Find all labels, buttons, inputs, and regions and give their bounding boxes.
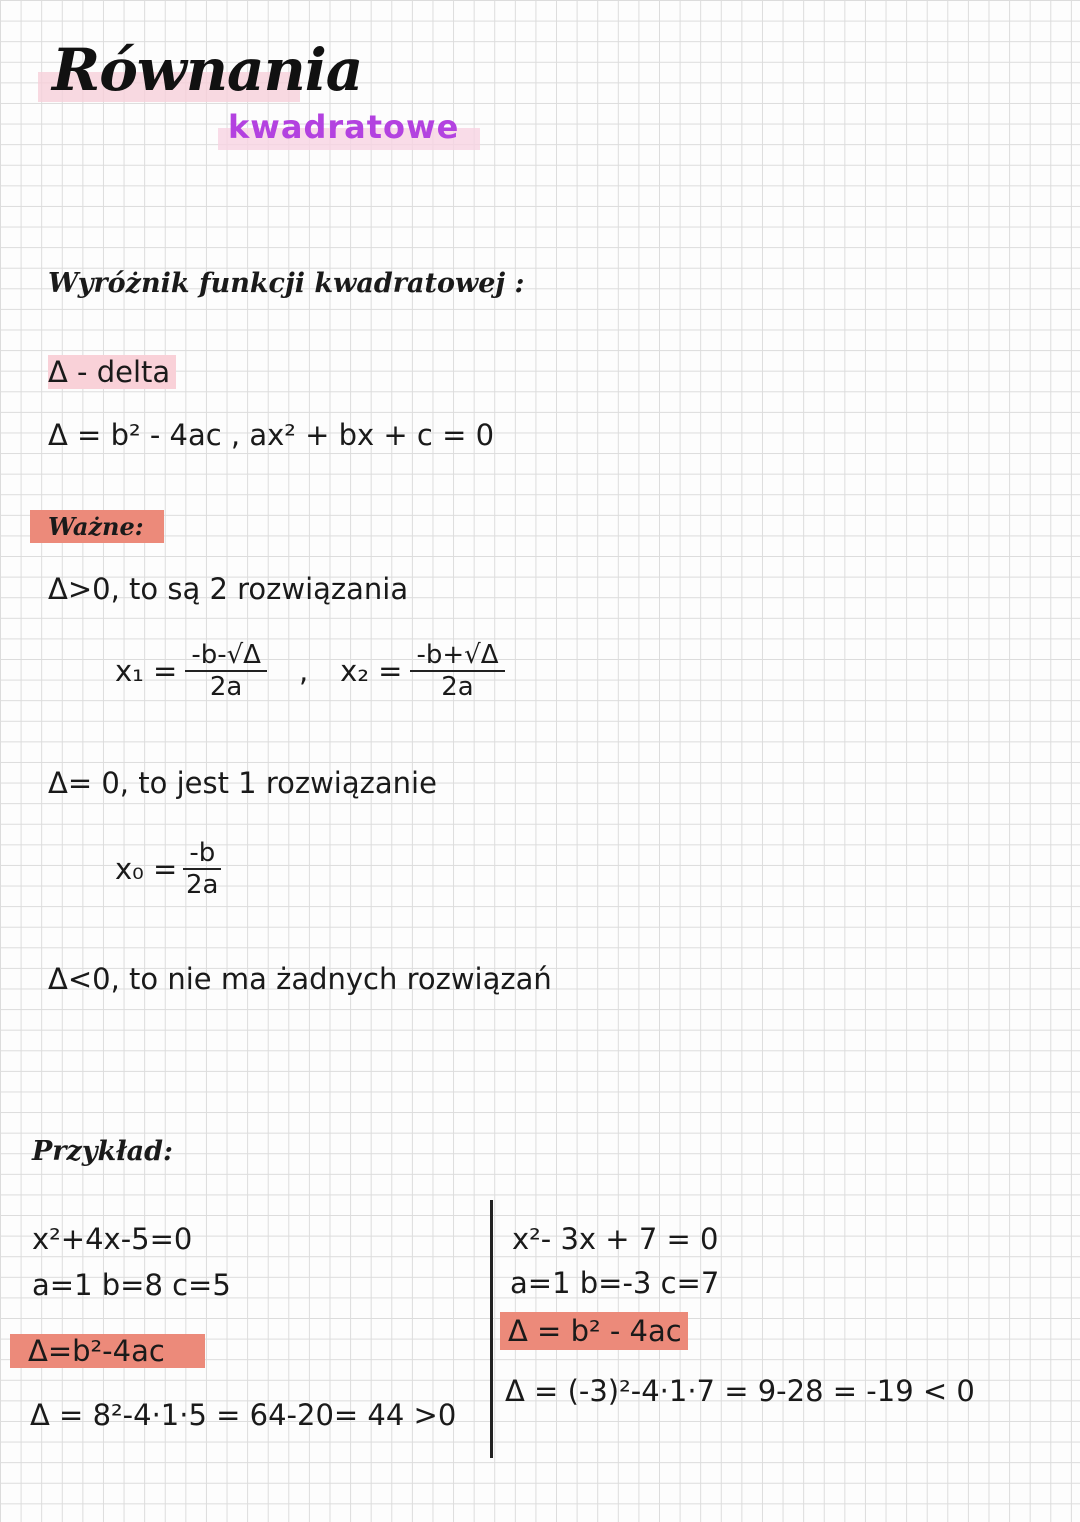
delta-formula: Δ = b² - 4ac , ax² + bx + c = 0 [48,418,495,452]
section-heading: Wyróżnik funkcji kwadratowej : [48,268,525,299]
example-heading: Przykład: [32,1136,173,1167]
column-divider [490,1200,493,1458]
case-negative: Δ<0, to nie ma żadnych rozwiązań [48,962,552,996]
page-title: Równania [52,36,363,104]
x1-numerator: -b-√Δ [185,640,267,672]
example2-equation: x²- 3x + 7 = 0 [512,1222,719,1256]
x0-label: x₀ = [115,852,178,886]
separator: , [298,654,309,688]
x1-label: x₁ = [115,654,178,688]
example2-calculation: Δ = (-3)²-4·1·7 = 9-28 = -19 < 0 [505,1374,975,1408]
x2-fraction [410,640,504,702]
x2-numerator: -b+√Δ [410,640,504,672]
x1-denominator: 2a [209,672,243,702]
page-subtitle: kwadratowe [228,108,460,146]
example1-formula: Δ=b²-4ac [10,1334,205,1368]
case-zero: Δ= 0, to jest 1 rozwiązanie [48,766,437,800]
example2-coefficients: a=1 b=-3 c=7 [510,1266,720,1300]
x0-numerator: -b [183,838,221,870]
x2-label: x₂ = [340,654,403,688]
example2-formula: Δ = b² - 4ac [500,1312,688,1350]
case-positive: Δ>0, to są 2 rozwiązania [48,572,409,606]
x0-formula [115,838,221,900]
example1-equation: x²+4x-5=0 [32,1222,193,1256]
example1-calculation: Δ = 8²-4·1·5 = 64-20= 44 >0 [30,1398,457,1432]
x1-fraction [185,640,267,702]
x2-denominator: 2a [441,672,474,702]
x1-formula [115,640,505,702]
important-label: Ważne: [30,510,164,543]
example1-coefficients: a=1 b=8 c=5 [32,1268,231,1302]
x0-denominator: 2a [186,870,219,900]
x0-fraction [183,838,221,900]
delta-definition: Δ - delta [48,355,176,389]
